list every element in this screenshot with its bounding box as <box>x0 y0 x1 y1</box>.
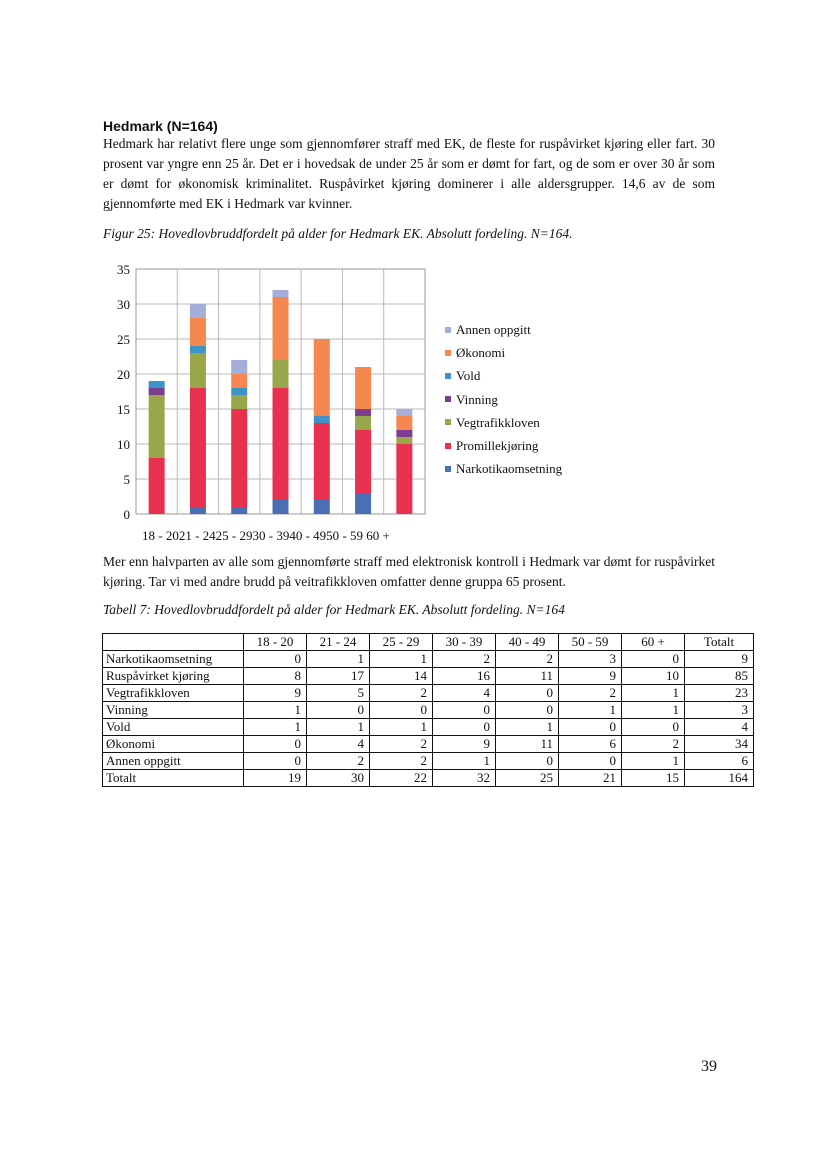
table-cell: 30 <box>307 770 370 787</box>
bar-segment-promillekj-ring <box>231 409 247 507</box>
x-tick-labels: 18 - 2021 - 2425 - 2930 - 3940 - 4950 - 59 60 + <box>142 528 390 543</box>
bar-segment-vinning <box>149 388 165 395</box>
table-cell: 23 <box>685 685 754 702</box>
legend-item <box>445 318 562 341</box>
bar-segment-narkotikaomsetning <box>190 507 206 514</box>
table-row <box>103 770 754 787</box>
y-tick-label: 10 <box>117 437 130 452</box>
chart-legend <box>445 318 562 480</box>
bar-segment-vinning <box>396 430 412 437</box>
bar-segment-annen-oppgitt <box>396 409 412 416</box>
legend-label: Økonomi <box>456 345 506 361</box>
bar-segment-annen-oppgitt <box>231 360 247 374</box>
table-column-header: 40 - 49 <box>496 634 559 651</box>
section-heading: Hedmark (N=164) <box>103 118 218 134</box>
bar-segment-vegtrafikkloven <box>190 353 206 388</box>
bar-segment--konomi <box>231 374 247 388</box>
table-corner-cell <box>103 634 244 651</box>
legend-item <box>445 341 562 364</box>
table-cell: 8 <box>244 668 307 685</box>
y-tick-label: 5 <box>123 472 130 487</box>
intro-paragraph: Hedmark har relativt flere unge som gjennomfører straff med EK, de fleste for ruspåvirket kjøring eller fart. 30 prosent var yngre enn 25 år. Det er i hovedsak de under 25 år som er dømt for fart, og de som er over 30 år som er dømt for økonomisk kriminalitet. Ruspåvirket kjøring dominerer i alle aldersgrupper. 14,6 av de som gjennomførte med EK i Hedmark var kvinner. <box>103 136 715 211</box>
table-cell: 4 <box>685 719 754 736</box>
table-cell: 21 <box>559 770 622 787</box>
y-tick-label: 30 <box>117 297 130 312</box>
bar-segment-vold <box>231 388 247 395</box>
table-cell: 2 <box>307 753 370 770</box>
figure-caption: Figur 25: Hovedlovbruddfordelt på alder for Hedmark EK. Absolutt fordeling. N=164. <box>103 226 573 241</box>
bar-segment-narkotikaomsetning <box>231 507 247 514</box>
table-header-row <box>103 634 754 651</box>
y-tick-label: 20 <box>117 367 130 382</box>
table-column-header: 30 - 39 <box>433 634 496 651</box>
table-cell: 2 <box>496 651 559 668</box>
table-cell: 2 <box>370 685 433 702</box>
bar-segment-vegtrafikkloven <box>396 437 412 444</box>
table-row-label: Økonomi <box>103 736 244 753</box>
table-row <box>103 651 754 668</box>
legend-label: Vinning <box>456 391 498 407</box>
table-cell: 1 <box>244 702 307 719</box>
table-cell: 2 <box>559 685 622 702</box>
table-cell: 14 <box>370 668 433 685</box>
table-column-header: 60 + <box>622 634 685 651</box>
table-row <box>103 753 754 770</box>
bar-segment-narkotikaomsetning <box>273 500 289 514</box>
bar-segment-vold <box>149 381 165 388</box>
bar-segment-annen-oppgitt <box>190 304 206 318</box>
legend-label: Annen oppgitt <box>456 322 531 337</box>
table-cell: 1 <box>370 651 433 668</box>
legend-item <box>445 364 562 387</box>
y-tick-label: 15 <box>117 402 130 417</box>
bar-segment--konomi <box>314 339 330 416</box>
table-cell: 164 <box>685 770 754 787</box>
table-row-label: Annen oppgitt <box>103 753 244 770</box>
table-row-label: Vold <box>103 719 244 736</box>
table-row-label: Narkotikaomsetning <box>103 651 244 668</box>
bar-segment-promillekj-ring <box>149 458 165 514</box>
y-tick-label: 0 <box>123 507 130 522</box>
legend-swatch <box>445 373 451 379</box>
legend-swatch <box>445 327 451 333</box>
table-cell: 34 <box>685 736 754 753</box>
table-cell: 19 <box>244 770 307 787</box>
bar-segment-narkotikaomsetning <box>355 493 371 514</box>
table-cell: 0 <box>622 719 685 736</box>
legend-item <box>445 434 562 457</box>
table-caption: Tabell 7: Hovedlovbruddfordelt på alder for Hedmark EK. Absolutt fordeling. N=164 <box>103 602 565 617</box>
legend-label: Promillekjøring <box>456 438 539 454</box>
bar-segment--konomi <box>396 416 412 430</box>
bar-segment-vinning <box>355 409 371 416</box>
table-cell: 3 <box>685 702 754 719</box>
table-cell: 9 <box>433 736 496 753</box>
offence-age-table <box>102 633 754 787</box>
table-row <box>103 719 754 736</box>
table-cell: 6 <box>685 753 754 770</box>
legend-label: Narkotikaomsetning <box>456 461 563 477</box>
bar-segment-promillekj-ring <box>190 388 206 507</box>
table-cell: 2 <box>370 736 433 753</box>
table-cell: 2 <box>370 753 433 770</box>
table-cell: 17 <box>307 668 370 685</box>
table-cell: 0 <box>496 702 559 719</box>
table-cell: 10 <box>622 668 685 685</box>
table-cell: 1 <box>559 702 622 719</box>
table-cell: 32 <box>433 770 496 787</box>
table-cell: 1 <box>244 719 307 736</box>
table-cell: 85 <box>685 668 754 685</box>
bar-segment-vegtrafikkloven <box>231 395 247 409</box>
table-cell: 0 <box>244 736 307 753</box>
table-cell: 16 <box>433 668 496 685</box>
table-row <box>103 736 754 753</box>
legend-label: Vold <box>456 368 481 384</box>
table-cell: 0 <box>559 719 622 736</box>
legend-swatch <box>445 396 451 402</box>
bar-segment-promillekj-ring <box>355 430 371 493</box>
table-cell: 2 <box>433 651 496 668</box>
legend-swatch <box>445 466 451 472</box>
table-cell: 0 <box>370 702 433 719</box>
table-column-header: 50 - 59 <box>559 634 622 651</box>
table-cell: 5 <box>307 685 370 702</box>
table-cell: 0 <box>496 753 559 770</box>
table-cell: 1 <box>622 753 685 770</box>
table-cell: 1 <box>370 719 433 736</box>
legend-label: Vegtrafikkloven <box>456 414 540 430</box>
bar-segment-vegtrafikkloven <box>355 416 371 430</box>
table-row <box>103 668 754 685</box>
bar-segment--konomi <box>355 367 371 409</box>
table-body <box>103 651 754 787</box>
bar-segment-vegtrafikkloven <box>149 395 165 458</box>
table-cell: 0 <box>433 702 496 719</box>
table-cell: 25 <box>496 770 559 787</box>
stacked-bar-chart <box>100 258 430 548</box>
bar-segment-promillekj-ring <box>273 388 289 500</box>
table-cell: 9 <box>244 685 307 702</box>
page-number: 39 <box>701 1058 717 1075</box>
legend-item <box>445 411 562 434</box>
y-tick-label: 25 <box>117 332 130 347</box>
table-cell: 22 <box>370 770 433 787</box>
table-cell: 0 <box>307 702 370 719</box>
table-cell: 0 <box>559 753 622 770</box>
table-cell: 11 <box>496 736 559 753</box>
table-cell: 3 <box>559 651 622 668</box>
legend-swatch <box>445 419 451 425</box>
table-cell: 4 <box>307 736 370 753</box>
table-column-header: Totalt <box>685 634 754 651</box>
summary-paragraph: Mer enn halvparten av alle som gjennomførte straff med elektronisk kontroll i Hedmark var dømt for ruspåvirket kjøring. Tar vi med andre brudd på veitrafikkloven omfatter denne gruppa 65 prosent. <box>103 554 715 589</box>
legend-item <box>445 388 562 411</box>
bar-segment-vold <box>314 416 330 423</box>
table-row-label: Vinning <box>103 702 244 719</box>
table-cell: 11 <box>496 668 559 685</box>
table-cell: 1 <box>307 651 370 668</box>
bar-segment-promillekj-ring <box>396 444 412 514</box>
table-cell: 4 <box>433 685 496 702</box>
table-cell: 0 <box>244 753 307 770</box>
y-tick-label: 35 <box>117 262 130 277</box>
table-cell: 9 <box>685 651 754 668</box>
table-row <box>103 702 754 719</box>
bar-segment--konomi <box>273 297 289 360</box>
bar-segment-vold <box>190 346 206 353</box>
legend-swatch <box>445 350 451 356</box>
table-cell: 0 <box>496 685 559 702</box>
table-row-label: Totalt <box>103 770 244 787</box>
table-cell: 1 <box>433 753 496 770</box>
table-cell: 9 <box>559 668 622 685</box>
table-column-header: 21 - 24 <box>307 634 370 651</box>
table-cell: 2 <box>622 736 685 753</box>
bar-segment-narkotikaomsetning <box>314 500 330 514</box>
bar-segment--konomi <box>190 318 206 346</box>
table-cell: 1 <box>622 702 685 719</box>
bar-segment-vegtrafikkloven <box>273 360 289 388</box>
table-column-header: 25 - 29 <box>370 634 433 651</box>
table-column-header: 18 - 20 <box>244 634 307 651</box>
table-cell: 0 <box>433 719 496 736</box>
legend-item <box>445 457 562 480</box>
table-cell: 1 <box>496 719 559 736</box>
table-row-label: Ruspåvirket kjøring <box>103 668 244 685</box>
table-cell: 1 <box>307 719 370 736</box>
table-cell: 0 <box>244 651 307 668</box>
bar-segment-annen-oppgitt <box>273 290 289 297</box>
table-cell: 6 <box>559 736 622 753</box>
table-cell: 15 <box>622 770 685 787</box>
table-cell: 0 <box>622 651 685 668</box>
table-cell: 1 <box>622 685 685 702</box>
table-row <box>103 685 754 702</box>
legend-swatch <box>445 443 451 449</box>
table-row-label: Vegtrafikkloven <box>103 685 244 702</box>
bar-segment-promillekj-ring <box>314 423 330 500</box>
